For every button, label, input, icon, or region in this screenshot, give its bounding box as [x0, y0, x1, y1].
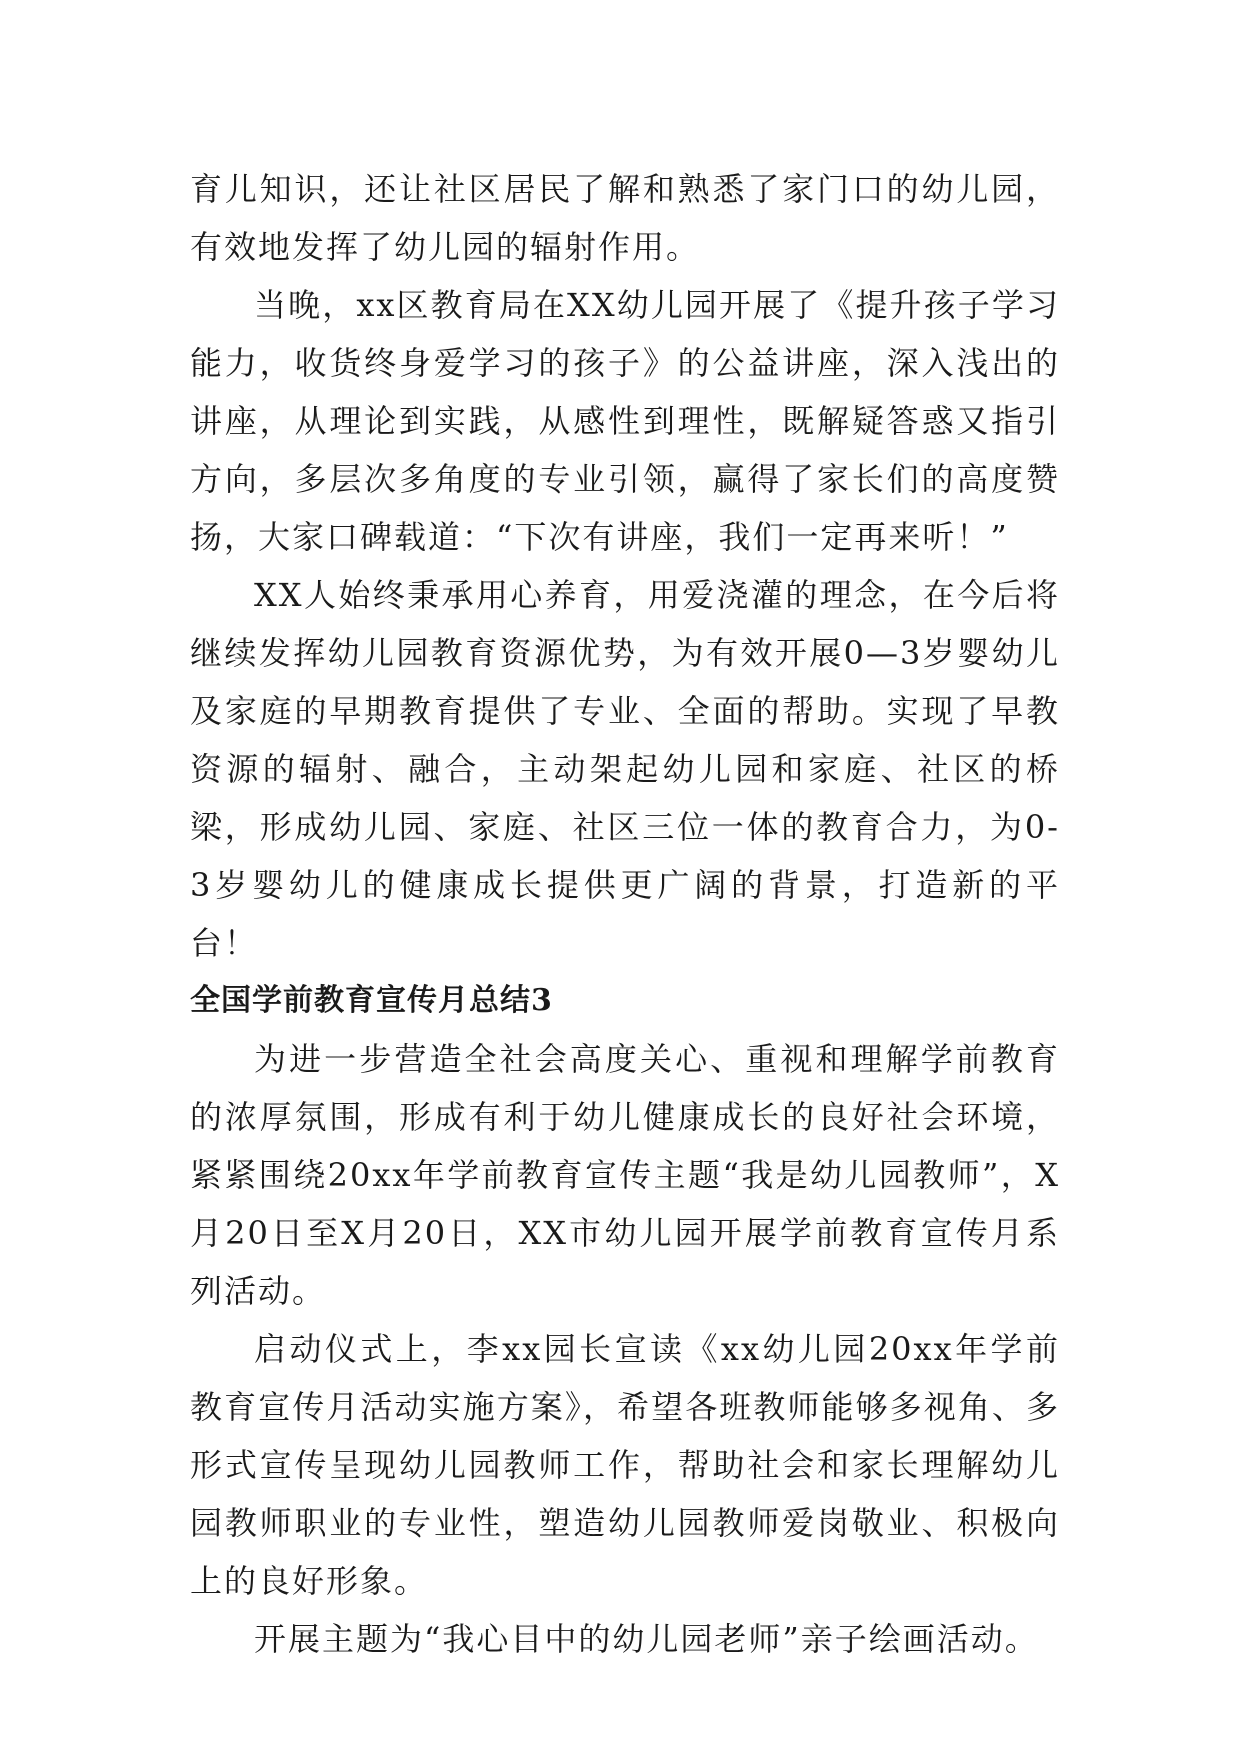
- section-title: 全国学前教育宣传月总结3: [190, 983, 553, 1018]
- paragraph-purpose: 为进一步营造全社会高度关心、重视和理解学前教育的浓厚氛围，形成有利于幼儿健康成长的良好社会环境，紧紧围绕20xx年学前教育宣传主题“我是幼儿园教师”，X月20日至X月20日，XX市幼儿园开展学前教育宣传月系列活动。: [190, 1040, 1060, 1310]
- paragraph-continuation: 育儿知识，还让社区居民了解和熟悉了家门口的幼儿园，有效地发挥了幼儿园的辐射作用。: [190, 170, 1060, 266]
- paragraph-lecture: 当晚，xx区教育局在XX幼儿园开展了《提升孩子学习能力，收货终身爱学习的孩子》的公益讲座，深入浅出的讲座，从理论到实践，从感性到理性，既解疑答惑又指引方向，多层次多角度的专业引领，赢得了家长们的高度赞扬，大家口碑载道：“下次有讲座，我们一定再来听！”: [190, 286, 1060, 556]
- paragraph-philosophy: XX人始终秉承用心养育，用爱浇灌的理念，在今后将继续发挥幼儿园教育资源优势，为有效开展0—3岁婴幼儿及家庭的早期教育提供了专业、全面的帮助。实现了早教资源的辐射、融合，主动架起幼儿园和家庭、社区的桥梁，形成幼儿园、家庭、社区三位一体的教育合力，为0-3岁婴幼儿的健康成长提供更广阔的背景，打造新的平台！: [190, 576, 1060, 962]
- paragraph-drawing-activity: 开展主题为“我心目中的幼儿园老师”亲子绘画活动。: [254, 1620, 1039, 1658]
- paragraph-launch-ceremony: 启动仪式上，李xx园长宣读《xx幼儿园20xx年学前教育宣传月活动实施方案》，希望各班教师能够多视角、多形式宣传呈现幼儿园教师工作，帮助社会和家长理解幼儿园教师职业的专业性，塑造幼儿园教师爱岗敬业、积极向上的良好形象。: [190, 1330, 1060, 1600]
- document-page: [190, 160, 1060, 1668]
